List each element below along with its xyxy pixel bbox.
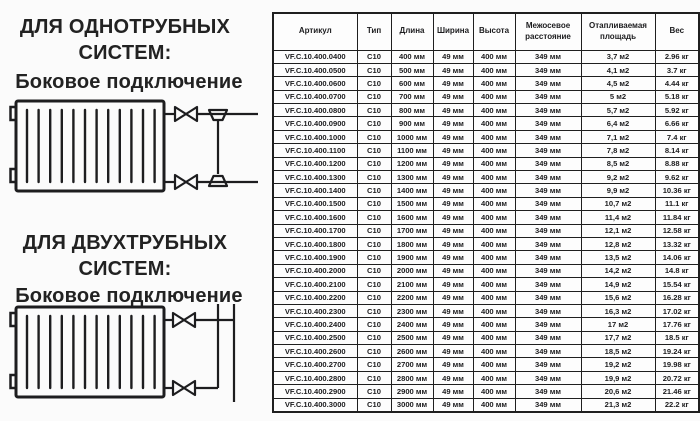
table-cell: 11.84 кг [655, 211, 699, 224]
table-cell: 600 мм [391, 77, 433, 90]
table-cell: 349 мм [515, 398, 581, 411]
table-cell: 4,5 м2 [581, 77, 655, 90]
table-cell: C10 [357, 77, 391, 90]
table-cell: 49 мм [433, 63, 473, 76]
table-cell: 3,7 м2 [581, 50, 655, 63]
table-cell: 49 мм [433, 264, 473, 277]
return-pipe-bottom [164, 175, 258, 189]
table-cell: 12,8 м2 [581, 237, 655, 250]
table-cell: 18,5 м2 [581, 345, 655, 358]
table-cell: 17 м2 [581, 318, 655, 331]
table-cell: C10 [357, 197, 391, 210]
table-cell: 21.46 кг [655, 385, 699, 398]
table-cell: C10 [357, 224, 391, 237]
table-cell: 8.88 кг [655, 157, 699, 170]
table-cell: 349 мм [515, 264, 581, 277]
table-cell: 4,1 м2 [581, 63, 655, 76]
valve-icon [173, 313, 195, 327]
table-cell: 5.92 кг [655, 104, 699, 117]
table-cell: C10 [357, 291, 391, 304]
table-cell: 1000 мм [391, 130, 433, 143]
table-cell: 16,3 м2 [581, 304, 655, 317]
table-cell: VF.C.10.400.1000 [273, 130, 357, 143]
table-cell: 49 мм [433, 304, 473, 317]
table-cell: 400 мм [473, 385, 515, 398]
radiator-fins [27, 110, 155, 182]
table-cell: 400 мм [473, 211, 515, 224]
table-row [273, 385, 699, 398]
table-cell: 6.66 кг [655, 117, 699, 130]
table-cell: 2.96 кг [655, 50, 699, 63]
table-cell: 49 мм [433, 117, 473, 130]
table-cell: 49 мм [433, 251, 473, 264]
table-cell: 349 мм [515, 345, 581, 358]
table-row [273, 63, 699, 76]
table-cell: 349 мм [515, 251, 581, 264]
table-cell: 20.72 кг [655, 371, 699, 384]
table-cell: 2900 мм [391, 385, 433, 398]
table-cell: 2200 мм [391, 291, 433, 304]
table-cell: 349 мм [515, 331, 581, 344]
table-cell: 49 мм [433, 278, 473, 291]
table-cell: VF.C.10.400.2300 [273, 304, 357, 317]
table-cell: 349 мм [515, 358, 581, 371]
table-row [273, 331, 699, 344]
table-cell: 49 мм [433, 104, 473, 117]
table-cell: VF.C.10.400.1400 [273, 184, 357, 197]
table-cell: 49 мм [433, 157, 473, 170]
table-cell: 15.54 кг [655, 278, 699, 291]
column-header: Отапливаемая площадь [581, 13, 655, 50]
wall-bracket-icon [11, 375, 17, 388]
table-cell: 1500 мм [391, 197, 433, 210]
radiator-spec-table [272, 12, 700, 413]
wall-bracket-icon [11, 313, 17, 326]
table-cell: 6,4 м2 [581, 117, 655, 130]
table-cell: 2800 мм [391, 371, 433, 384]
table-cell: VF.C.10.400.2600 [273, 345, 357, 358]
table-cell: 5.18 кг [655, 90, 699, 103]
table-cell: 400 мм [473, 50, 515, 63]
section1-subtitle: Боковое подключение [15, 71, 243, 93]
table-row [273, 211, 699, 224]
table-cell: 349 мм [515, 130, 581, 143]
radiator-fins [27, 316, 155, 388]
table-cell: 22.2 кг [655, 398, 699, 411]
table-cell: 400 мм [473, 318, 515, 331]
table-cell: 400 мм [473, 104, 515, 117]
table-cell: 349 мм [515, 385, 581, 398]
table-cell: 400 мм [473, 264, 515, 277]
table-cell: C10 [357, 398, 391, 411]
table-cell: 349 мм [515, 197, 581, 210]
table-cell: 400 мм [473, 77, 515, 90]
table-cell: 2500 мм [391, 331, 433, 344]
table-cell: 49 мм [433, 50, 473, 63]
table-cell: VF.C.10.400.1700 [273, 224, 357, 237]
table-cell: 400 мм [473, 63, 515, 76]
table-cell: 1300 мм [391, 171, 433, 184]
table-cell: 349 мм [515, 211, 581, 224]
table-cell: C10 [357, 331, 391, 344]
table-cell: 349 мм [515, 291, 581, 304]
column-header: Длина [391, 13, 433, 50]
table-row [273, 237, 699, 250]
table-row [273, 304, 699, 317]
table-cell: 20,6 м2 [581, 385, 655, 398]
table-cell: 349 мм [515, 184, 581, 197]
table-cell: C10 [357, 90, 391, 103]
column-header: Высота [473, 13, 515, 50]
table-cell: VF.C.10.400.1300 [273, 171, 357, 184]
table-cell: 10,7 м2 [581, 197, 655, 210]
table-cell: 9,2 м2 [581, 171, 655, 184]
table-cell: 49 мм [433, 385, 473, 398]
table-cell: 3000 мм [391, 398, 433, 411]
table-row [273, 50, 699, 63]
valve-icon [175, 107, 197, 121]
table-cell: VF.C.10.400.2800 [273, 371, 357, 384]
radiator-body [11, 307, 165, 397]
table-cell: 49 мм [433, 358, 473, 371]
section2-title [0, 230, 250, 282]
table-cell: 400 мм [473, 398, 515, 411]
table-cell: 800 мм [391, 104, 433, 117]
table-cell: 17.02 кг [655, 304, 699, 317]
table-cell: C10 [357, 264, 391, 277]
table-row [273, 398, 699, 411]
table-cell: 349 мм [515, 50, 581, 63]
table-cell: 400 мм [473, 224, 515, 237]
table-cell: 400 мм [473, 304, 515, 317]
table-cell: 10.36 кг [655, 184, 699, 197]
table-cell: 4.44 кг [655, 77, 699, 90]
column-header: Ширина [433, 13, 473, 50]
table-cell: C10 [357, 184, 391, 197]
table-cell: 7,1 м2 [581, 130, 655, 143]
table-cell: 11.1 кг [655, 197, 699, 210]
table-cell: 49 мм [433, 197, 473, 210]
table-cell: 13,5 м2 [581, 251, 655, 264]
table-cell: VF.C.10.400.2700 [273, 358, 357, 371]
table-cell: 5,7 м2 [581, 104, 655, 117]
table-cell: 400 мм [473, 117, 515, 130]
table-cell: 400 мм [473, 90, 515, 103]
table-row [273, 104, 699, 117]
column-header: Вес [655, 13, 699, 50]
table-cell: 8,5 м2 [581, 157, 655, 170]
supply-pipe-top [164, 313, 234, 327]
table-cell: 349 мм [515, 144, 581, 157]
table-cell: 500 мм [391, 63, 433, 76]
spec-table-header [273, 13, 699, 50]
table-cell: 17.76 кг [655, 318, 699, 331]
table-cell: C10 [357, 117, 391, 130]
table-cell: 349 мм [515, 318, 581, 331]
table-cell: VF.C.10.400.0700 [273, 90, 357, 103]
table-cell: 3.7 кг [655, 63, 699, 76]
table-cell: VF.C.10.400.0900 [273, 117, 357, 130]
table-cell: 349 мм [515, 63, 581, 76]
table-cell: 1600 мм [391, 211, 433, 224]
table-cell: 2700 мм [391, 358, 433, 371]
table-cell: 400 мм [473, 144, 515, 157]
table-cell: 49 мм [433, 318, 473, 331]
column-header: Межосевое расстояние [515, 13, 581, 50]
table-cell: VF.C.10.400.2200 [273, 291, 357, 304]
table-cell: VF.C.10.400.0400 [273, 50, 357, 63]
table-row [273, 77, 699, 90]
table-row [273, 278, 699, 291]
table-cell: 400 мм [473, 331, 515, 344]
table-cell: 11,4 м2 [581, 211, 655, 224]
table-cell: 900 мм [391, 117, 433, 130]
table-cell: VF.C.10.400.2100 [273, 278, 357, 291]
table-cell: 1200 мм [391, 157, 433, 170]
table-cell: 49 мм [433, 211, 473, 224]
table-cell: 400 мм [473, 130, 515, 143]
table-row [273, 358, 699, 371]
table-cell: 15,6 м2 [581, 291, 655, 304]
table-cell: 400 мм [473, 157, 515, 170]
two-pipe-radiator-diagram [8, 303, 260, 405]
table-cell: C10 [357, 211, 391, 224]
table-cell: 14,9 м2 [581, 278, 655, 291]
table-cell: VF.C.10.400.0800 [273, 104, 357, 117]
table-cell: 49 мм [433, 331, 473, 344]
table-cell: 14.06 кг [655, 251, 699, 264]
table-cell: 9,9 м2 [581, 184, 655, 197]
table-cell: 18.5 кг [655, 331, 699, 344]
table-cell: 700 мм [391, 90, 433, 103]
table-cell: 12,1 м2 [581, 224, 655, 237]
section2-title-line1: ДЛЯ ДВУХТРУБНЫХ [22, 232, 228, 254]
table-cell: VF.C.10.400.1600 [273, 211, 357, 224]
table-cell: C10 [357, 371, 391, 384]
table-row [273, 157, 699, 170]
table-cell: 14.8 кг [655, 264, 699, 277]
table-cell: 19,2 м2 [581, 358, 655, 371]
table-cell: 349 мм [515, 77, 581, 90]
spec-table-panel [272, 12, 698, 413]
table-cell: 400 мм [473, 251, 515, 264]
table-cell: VF.C.10.400.2000 [273, 264, 357, 277]
table-cell: 49 мм [433, 130, 473, 143]
table-row [273, 371, 699, 384]
left-panel [0, 0, 265, 421]
table-cell: VF.C.10.400.2900 [273, 385, 357, 398]
table-cell: VF.C.10.400.0500 [273, 63, 357, 76]
table-cell: 49 мм [433, 291, 473, 304]
table-cell: 400 мм [473, 278, 515, 291]
table-cell: 1700 мм [391, 224, 433, 237]
table-cell: 49 мм [433, 184, 473, 197]
table-cell: VF.C.10.400.1500 [273, 197, 357, 210]
table-cell: 49 мм [433, 371, 473, 384]
table-row [273, 184, 699, 197]
column-header: Тип [357, 13, 391, 50]
section1-title-line1: ДЛЯ ОДНОТРУБНЫХ [19, 16, 231, 38]
table-cell: 9.62 кг [655, 171, 699, 184]
table-cell: 349 мм [515, 171, 581, 184]
table-cell: C10 [357, 104, 391, 117]
table-cell: 349 мм [515, 104, 581, 117]
table-cell: 49 мм [433, 77, 473, 90]
table-cell: C10 [357, 251, 391, 264]
table-cell: VF.C.10.400.1200 [273, 157, 357, 170]
table-cell: VF.C.10.400.3000 [273, 398, 357, 411]
table-cell: C10 [357, 171, 391, 184]
table-cell: 400 мм [473, 237, 515, 250]
table-cell: 400 мм [473, 197, 515, 210]
spec-table-body [273, 50, 699, 412]
table-cell: C10 [357, 318, 391, 331]
column-header: Артикул [273, 13, 357, 50]
table-cell: VF.C.10.400.2500 [273, 331, 357, 344]
table-row [273, 90, 699, 103]
table-cell: 1100 мм [391, 144, 433, 157]
valve-icon [175, 175, 197, 189]
table-cell: 1800 мм [391, 237, 433, 250]
table-cell: 49 мм [433, 144, 473, 157]
table-cell: C10 [357, 237, 391, 250]
table-cell: 19.24 кг [655, 345, 699, 358]
table-cell: 49 мм [433, 171, 473, 184]
table-cell: C10 [357, 157, 391, 170]
table-cell: 12.58 кг [655, 224, 699, 237]
table-cell: 16.28 кг [655, 291, 699, 304]
table-row [273, 117, 699, 130]
single-pipe-radiator-diagram [8, 97, 260, 199]
table-cell: 349 мм [515, 117, 581, 130]
table-cell: 2300 мм [391, 304, 433, 317]
table-cell: VF.C.10.400.0600 [273, 77, 357, 90]
table-row [273, 224, 699, 237]
table-cell: 400 мм [473, 171, 515, 184]
wall-bracket-icon [11, 169, 17, 182]
table-cell: 400 мм [391, 50, 433, 63]
table-cell: 49 мм [433, 237, 473, 250]
table-cell: VF.C.10.400.1800 [273, 237, 357, 250]
table-cell: 8.14 кг [655, 144, 699, 157]
table-cell: 400 мм [473, 184, 515, 197]
table-row [273, 318, 699, 331]
table-row [273, 197, 699, 210]
table-cell: 349 мм [515, 371, 581, 384]
table-cell: C10 [357, 345, 391, 358]
radiator-body [11, 101, 165, 191]
table-cell: C10 [357, 63, 391, 76]
table-cell: 2400 мм [391, 318, 433, 331]
table-cell: 19.98 кг [655, 358, 699, 371]
table-cell: 49 мм [433, 398, 473, 411]
table-cell: 349 мм [515, 157, 581, 170]
table-row [273, 345, 699, 358]
table-cell: C10 [357, 385, 391, 398]
table-cell: 349 мм [515, 237, 581, 250]
section2-title-line2: СИСТЕМ: [78, 258, 172, 280]
supply-pipe-top [164, 107, 258, 121]
table-cell: 21,3 м2 [581, 398, 655, 411]
table-row [273, 291, 699, 304]
table-cell: 49 мм [433, 90, 473, 103]
section2-subtitle: Боковое подключение [15, 285, 243, 307]
table-cell: 349 мм [515, 90, 581, 103]
table-cell: 400 мм [473, 345, 515, 358]
table-cell: C10 [357, 144, 391, 157]
table-row [273, 130, 699, 143]
table-row [273, 171, 699, 184]
table-cell: C10 [357, 278, 391, 291]
table-row [273, 251, 699, 264]
table-cell: 400 мм [473, 291, 515, 304]
table-cell: 1400 мм [391, 184, 433, 197]
table-cell: C10 [357, 358, 391, 371]
section1-title-line2: СИСТЕМ: [78, 42, 172, 64]
table-row [273, 144, 699, 157]
table-cell: C10 [357, 50, 391, 63]
table-cell: VF.C.10.400.1100 [273, 144, 357, 157]
table-cell: 400 мм [473, 371, 515, 384]
table-cell: 7.4 кг [655, 130, 699, 143]
table-cell: 5 м2 [581, 90, 655, 103]
table-cell: 49 мм [433, 224, 473, 237]
table-cell: 17,7 м2 [581, 331, 655, 344]
return-pipe-bottom [164, 381, 218, 395]
table-cell: 2600 мм [391, 345, 433, 358]
section1-title [0, 14, 250, 66]
table-cell: 7,8 м2 [581, 144, 655, 157]
table-row [273, 264, 699, 277]
table-cell: C10 [357, 304, 391, 317]
table-cell: 13.32 кг [655, 237, 699, 250]
table-cell: 1900 мм [391, 251, 433, 264]
table-cell: 49 мм [433, 345, 473, 358]
wall-bracket-icon [11, 107, 17, 120]
table-cell: 400 мм [473, 358, 515, 371]
table-cell: 2100 мм [391, 278, 433, 291]
table-cell: VF.C.10.400.1900 [273, 251, 357, 264]
table-cell: VF.C.10.400.2400 [273, 318, 357, 331]
table-cell: 349 мм [515, 304, 581, 317]
table-cell: 2000 мм [391, 264, 433, 277]
table-cell: 349 мм [515, 224, 581, 237]
table-cell: C10 [357, 130, 391, 143]
table-cell: 349 мм [515, 278, 581, 291]
table-cell: 14,2 м2 [581, 264, 655, 277]
valve-icon [173, 381, 195, 395]
table-cell: 19,9 м2 [581, 371, 655, 384]
